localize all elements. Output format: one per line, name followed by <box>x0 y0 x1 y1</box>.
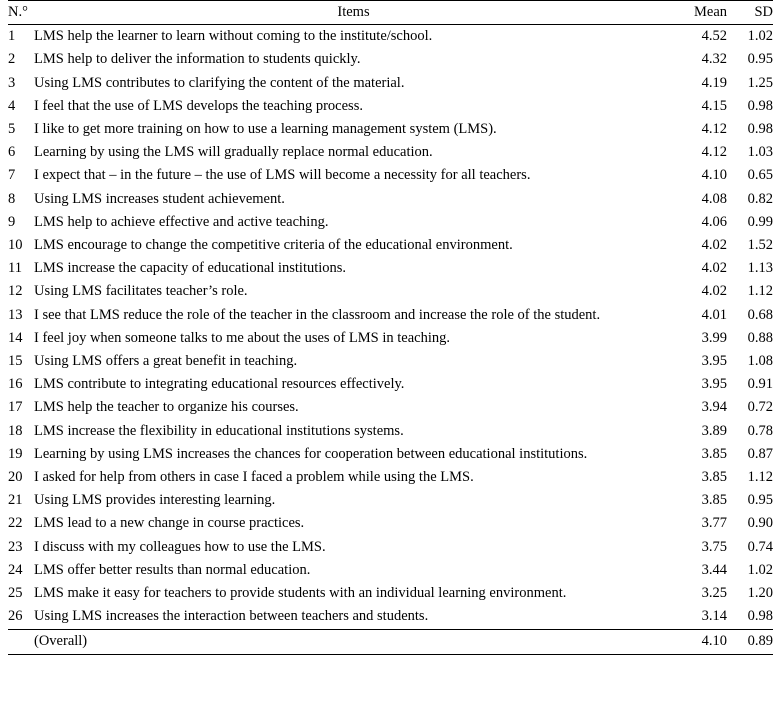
table-row <box>8 489 773 512</box>
row-mean-value: 3.85 <box>701 469 727 486</box>
column-header-number: N.° <box>8 1 34 25</box>
row-item-text: LMS encourage to change the competitive criteria of the educational environment. <box>34 237 513 254</box>
row-item-text: LMS help the teacher to organize his courses. <box>34 399 299 416</box>
row-number: 25 <box>8 585 23 602</box>
overall-sd-value: 0.89 <box>727 630 773 654</box>
row-number: 8 <box>8 190 16 207</box>
row-item-text: I feel joy when someone talks to me about the uses of LMS in teaching. <box>34 329 450 346</box>
overall-mean-value: 4.10 <box>673 630 727 654</box>
row-sd-value: 0.87 <box>747 445 773 462</box>
row-item-text: Using LMS provides interesting learning. <box>34 492 276 509</box>
row-mean-value: 4.12 <box>701 144 727 161</box>
row-sd-value: 0.68 <box>747 306 773 323</box>
row-mean-value: 3.85 <box>701 445 727 462</box>
row-number: 2 <box>8 51 16 68</box>
row-sd-value: 1.02 <box>747 561 773 578</box>
row-sd-value: 0.95 <box>747 492 773 509</box>
row-sd-value: 1.13 <box>747 260 773 277</box>
row-item-text: I feel that the use of LMS develops the teaching process. <box>34 97 363 114</box>
row-number: 19 <box>8 445 23 462</box>
row-number: 18 <box>8 422 23 439</box>
row-item-text: LMS lead to a new change in course practices. <box>34 515 305 532</box>
row-mean-value: 4.02 <box>701 260 727 277</box>
row-mean-value: 3.89 <box>701 422 727 439</box>
row-sd-value: 0.91 <box>747 376 773 393</box>
row-mean-value: 3.77 <box>701 515 727 532</box>
row-number: 5 <box>8 121 16 138</box>
row-number: 26 <box>8 608 23 625</box>
table-row <box>8 25 773 49</box>
row-sd-value: 0.78 <box>747 422 773 439</box>
row-sd-value: 0.65 <box>747 167 773 184</box>
row-mean-value: 3.14 <box>701 608 727 625</box>
row-item-text: LMS increase the capacity of educational institutions. <box>34 260 347 277</box>
table-row <box>8 257 773 280</box>
row-number: 3 <box>8 74 16 91</box>
row-sd-value: 1.12 <box>747 283 773 300</box>
row-mean-value: 4.12 <box>701 121 727 138</box>
table-row <box>8 350 773 373</box>
row-sd-value: 0.99 <box>747 213 773 230</box>
table-row <box>8 95 773 118</box>
row-number: 1 <box>8 28 16 45</box>
row-number: 24 <box>8 561 23 578</box>
overall-row <box>8 630 773 654</box>
row-item-text: LMS offer better results than normal education. <box>34 561 311 578</box>
row-number: 10 <box>8 237 23 254</box>
row-number: 4 <box>8 97 16 114</box>
row-mean-value: 4.06 <box>701 213 727 230</box>
row-item-text: Learning by using LMS increases the chances for cooperation between educational institutions. <box>34 445 588 462</box>
row-number: 16 <box>8 376 23 393</box>
row-item-text: I asked for help from others in case I faced a problem while using the LMS. <box>34 469 474 486</box>
table-row <box>8 466 773 489</box>
row-mean-value: 3.44 <box>701 561 727 578</box>
table-bottom-rule <box>8 654 773 655</box>
row-number: 6 <box>8 144 16 161</box>
row-sd-value: 1.02 <box>747 28 773 45</box>
row-number: 23 <box>8 538 23 555</box>
row-mean-value: 4.08 <box>701 190 727 207</box>
table-row <box>8 304 773 327</box>
column-header-mean: Mean <box>673 1 727 25</box>
table-row <box>8 443 773 466</box>
row-mean-value: 3.25 <box>701 585 727 602</box>
row-sd-value: 1.08 <box>747 353 773 370</box>
table-row <box>8 420 773 443</box>
row-mean-value: 4.01 <box>701 306 727 323</box>
row-sd-value: 0.90 <box>747 515 773 532</box>
row-sd-value: 0.88 <box>747 329 773 346</box>
row-item-text: Using LMS offers a great benefit in teaching. <box>34 353 298 370</box>
row-item-text: I discuss with my colleagues how to use the LMS. <box>34 538 326 555</box>
row-item-text: LMS increase the flexibility in educational institutions systems. <box>34 422 404 439</box>
row-mean-value: 4.52 <box>701 28 727 45</box>
row-sd-value: 1.52 <box>747 237 773 254</box>
table-row <box>8 164 773 187</box>
row-mean-value: 3.94 <box>701 399 727 416</box>
table-header <box>8 1 773 25</box>
row-mean-value: 3.85 <box>701 492 727 509</box>
row-item-text: LMS help to achieve effective and active teaching. <box>34 213 329 230</box>
row-sd-value: 0.98 <box>747 608 773 625</box>
row-item-text: Using LMS increases student achievement. <box>34 190 285 207</box>
row-number: 22 <box>8 515 23 532</box>
row-item-text: LMS help to deliver the information to students quickly. <box>34 51 361 68</box>
table-row <box>8 211 773 234</box>
row-sd-value: 1.03 <box>747 144 773 161</box>
row-item-text: I like to get more training on how to use a learning management system (LMS). <box>34 121 497 138</box>
row-number: 9 <box>8 213 16 230</box>
row-item-text: LMS make it easy for teachers to provide students with an individual learning environment. <box>34 585 567 602</box>
row-sd-value: 0.74 <box>747 538 773 555</box>
row-sd-value: 0.72 <box>747 399 773 416</box>
table-row <box>8 559 773 582</box>
survey-items-table <box>8 0 773 654</box>
row-number: 20 <box>8 469 23 486</box>
row-number: 11 <box>8 260 22 277</box>
row-item-text: I see that LMS reduce the role of the teacher in the classroom and increase the role of the student. <box>34 306 601 323</box>
row-number: 17 <box>8 399 23 416</box>
row-mean-value: 3.75 <box>701 538 727 555</box>
row-number: 12 <box>8 283 23 300</box>
row-mean-value: 3.99 <box>701 329 727 346</box>
table-row <box>8 234 773 257</box>
row-mean-value: 4.10 <box>701 167 727 184</box>
row-mean-value: 4.32 <box>701 51 727 68</box>
table-row <box>8 72 773 95</box>
row-item-text: LMS help the learner to learn without coming to the institute/school. <box>34 28 433 45</box>
table-row <box>8 48 773 71</box>
overall-label: (Overall) <box>34 630 673 654</box>
row-item-text: Using LMS facilitates teacher’s role. <box>34 283 248 300</box>
row-sd-value: 1.25 <box>747 74 773 91</box>
table-row <box>8 118 773 141</box>
row-mean-value: 4.19 <box>701 74 727 91</box>
row-mean-value: 4.02 <box>701 283 727 300</box>
row-number: 21 <box>8 492 23 509</box>
row-number: 13 <box>8 306 23 323</box>
row-sd-value: 0.98 <box>747 97 773 114</box>
table-row <box>8 141 773 164</box>
row-item-text: Using LMS increases the interaction between teachers and students. <box>34 608 429 625</box>
row-number: 14 <box>8 329 23 346</box>
row-mean-value: 3.95 <box>701 353 727 370</box>
table-row <box>8 280 773 303</box>
overall-number <box>8 630 34 654</box>
row-sd-value: 0.98 <box>747 121 773 138</box>
row-mean-value: 4.15 <box>701 97 727 114</box>
column-header-sd: SD <box>727 1 773 25</box>
table-row <box>8 396 773 419</box>
table-row <box>8 188 773 211</box>
row-sd-value: 1.20 <box>747 585 773 602</box>
table-row <box>8 536 773 559</box>
row-sd-value: 0.95 <box>747 51 773 68</box>
table-row <box>8 512 773 535</box>
table-row <box>8 373 773 396</box>
row-item-text: Using LMS contributes to clarifying the content of the material. <box>34 74 405 91</box>
column-header-items: Items <box>34 1 673 25</box>
table-body <box>8 25 773 654</box>
table-row <box>8 605 773 630</box>
row-number: 7 <box>8 167 16 184</box>
table-row <box>8 327 773 350</box>
row-number: 15 <box>8 353 23 370</box>
row-sd-value: 0.82 <box>747 190 773 207</box>
row-item-text: I expect that – in the future – the use of LMS will become a necessity for all teachers. <box>34 167 531 184</box>
row-sd-value: 1.12 <box>747 469 773 486</box>
row-mean-value: 4.02 <box>701 237 727 254</box>
row-item-text: Learning by using the LMS will gradually replace normal education. <box>34 144 433 161</box>
row-mean-value: 3.95 <box>701 376 727 393</box>
row-item-text: LMS contribute to integrating educational resources effectively. <box>34 376 405 393</box>
table-row <box>8 582 773 605</box>
